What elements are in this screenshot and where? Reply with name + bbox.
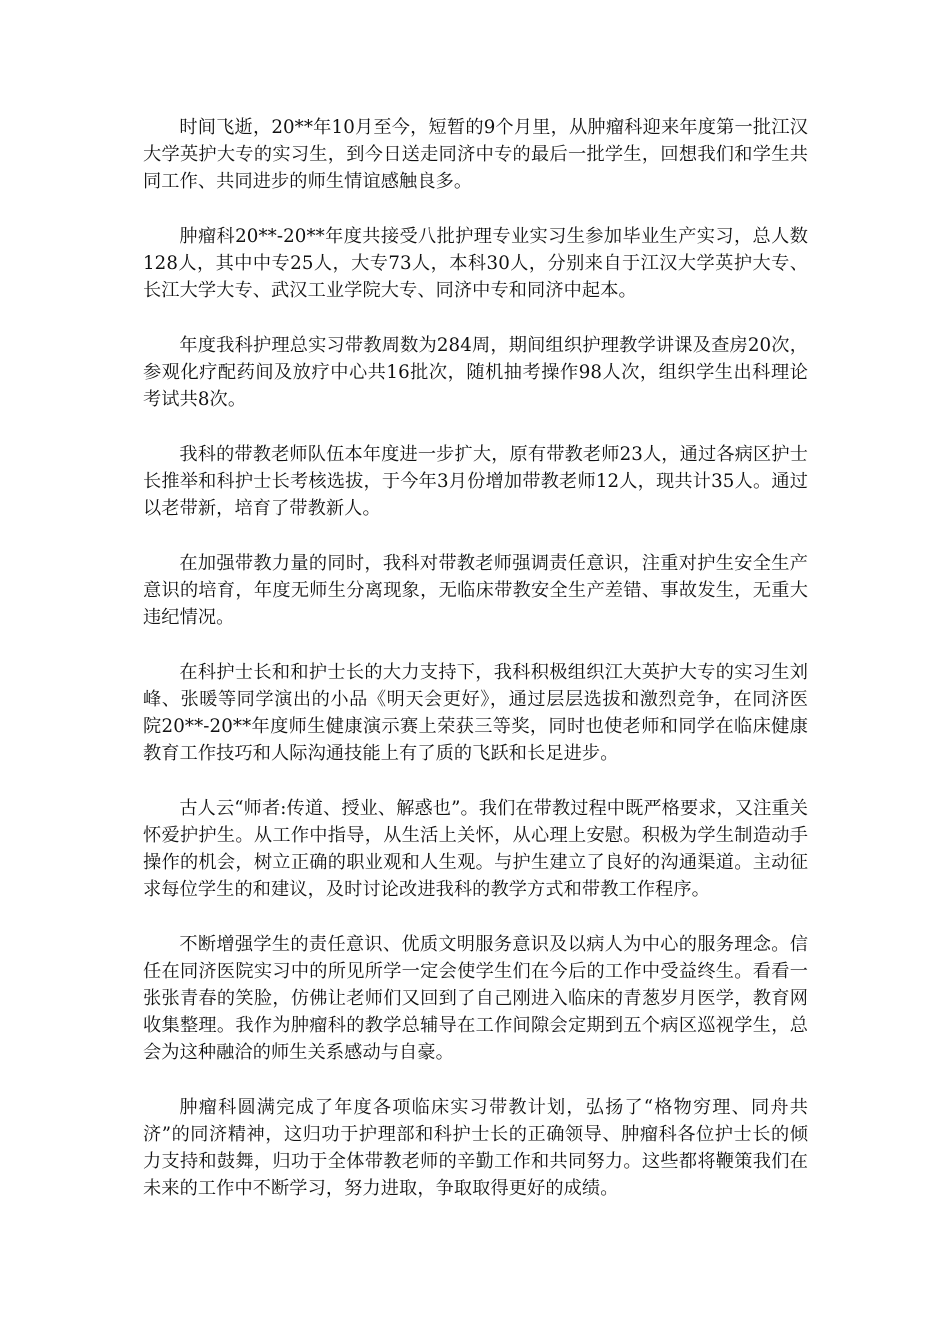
paragraph-8: 不断增强学生的责任意识、优质文明服务意识及以病人为中心的服务理念。信任在同济医院实习中的所见所学一定会使学生们在今后的工作中受益终生。看看一张张青春的笑脸，仿佛让老师们又回到了自己刚进入临床的青葱岁月医学，教育网收集整理。我作为肿瘤科的教学总辅导在工作间隙会定期到五个病区巡视学生，总会为这种融洽的师生关系感动与自豪。 — [143, 934, 808, 1063]
paragraph-6: 在科护士长和和护士长的大力支持下，我科积极组织江大英护大专的实习生刘峰、张暖等同学演出的小品《明天会更好》，通过层层选拔和激烈竞争，在同济医院20**-20**年度师生健康演示赛上荣获三等奖，同时也使老师和同学在临床健康教育工作技巧和人际沟通技能上有了质的飞跃和长足进步。 — [143, 662, 808, 764]
paragraph-2: 肿瘤科20**-20**年度共接受八批护理专业实习生参加毕业生产实习，总人数128人，其中中专25人，大专73人，本科30人，分别来自于江汉大学英护大专、长江大学大专、武汉工业学院大专、同济中专和同济中起本。 — [143, 226, 808, 301]
paragraph-5: 在加强带教力量的同时，我科对带教老师强调责任意识，注重对护生安全生产意识的培育，年度无师生分离现象，无临床带教安全生产差错、事故发生，无重大违纪情况。 — [143, 553, 808, 628]
paragraph-4: 我科的带教老师队伍本年度进一步扩大，原有带教老师23人，通过各病区护士长推举和科护士长考核选拔，于今年3月份增加带教老师12人，现共计35人。通过以老带新，培育了带教新人。 — [143, 444, 808, 519]
paragraph-3: 年度我科护理总实习带教周数为284周，期间组织护理教学讲课及查房20次，参观化疗配药间及放疗中心共16批次，随机抽考操作98人次，组织学生出科理论考试共8次。 — [143, 335, 808, 410]
document-body — [143, 114, 808, 1230]
paragraph-9: 肿瘤科圆满完成了年度各项临床实习带教计划，弘扬了“格物穷理、同舟共济”的同济精神，这归功于护理部和科护士长的正确领导、肿瘤科各位护士长的倾力支持和鼓舞，归功于全体带教老师的辛勤工作和共同努力。这些都将鞭策我们在未来的工作中不断学习，努力进取，争取取得更好的成绩。 — [143, 1097, 808, 1199]
paragraph-1: 时间飞逝，20**年10月至今，短暂的9个月里，从肿瘤科迎来年度第一批江汉大学英护大专的实习生，到今日送走同济中专的最后一批学生，回想我们和学生共同工作、共同进步的师生情谊感触良多。 — [143, 117, 808, 192]
paragraph-7: 古人云“师者:传道、授业、解惑也”。我们在带教过程中既严格要求，又注重关怀爱护护生。从工作中指导，从生活上关怀，从心理上安慰。积极为学生制造动手操作的机会，树立正确的职业观和人生观。与护生建立了良好的沟通渠道。主动征求每位学生的和建议，及时讨论改进我科的教学方式和带教工作程序。 — [143, 798, 808, 900]
